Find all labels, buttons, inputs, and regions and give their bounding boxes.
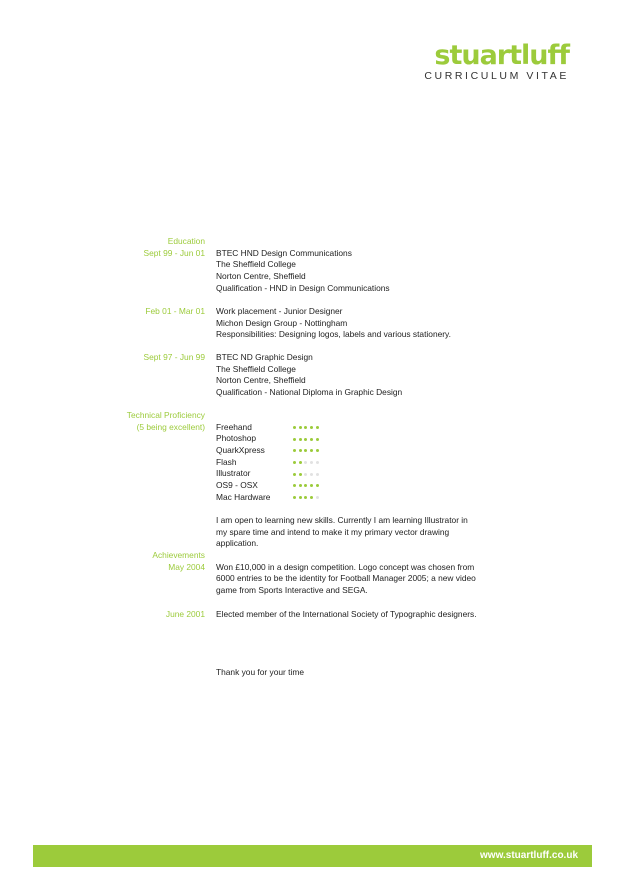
entry-date: May 2004: [168, 561, 205, 572]
skill-rating: [293, 480, 319, 492]
rating-dot-filled: [304, 449, 307, 452]
achievement-text: Elected member of the International Society of Typographic designers.: [216, 609, 477, 619]
rating-dot-filled: [293, 461, 296, 464]
section-heading-technical: Technical Proficiency: [126, 410, 205, 420]
rating-dot-filled: [293, 438, 296, 441]
skill-row: [216, 445, 486, 457]
education-entry-details: [216, 352, 486, 399]
rating-dot-filled: [310, 484, 313, 487]
skill-rating: [293, 457, 319, 469]
rating-dot-empty: [304, 461, 307, 464]
rating-dot-filled: [310, 438, 313, 441]
rating-dot-filled: [293, 473, 296, 476]
education-entry-details: [216, 306, 486, 341]
entry-date: June 2001: [165, 609, 205, 619]
entry-line: The Sheffield College: [216, 259, 296, 270]
rating-dot-filled: [304, 484, 307, 487]
footer-bar: [33, 845, 592, 867]
entry-line: BTEC ND Graphic Design: [216, 352, 313, 362]
header-brand: [424, 42, 569, 82]
achievement-entry: [216, 609, 486, 621]
rating-dot-filled: [310, 449, 313, 452]
skill-name: Flash: [216, 456, 237, 467]
rating-dot-filled: [316, 449, 319, 452]
rating-dot-filled: [299, 426, 302, 429]
rating-dot-filled: [293, 496, 296, 499]
skill-name: Freehand: [216, 421, 252, 432]
achievement-entry: [216, 562, 476, 597]
skills-list: [216, 422, 486, 504]
section-heading-achievements: Achievements: [152, 550, 205, 560]
skill-name: Illustrator: [216, 468, 251, 479]
paragraph: I am open to learning new skills. Currently I am learning Illustrator in my spare time and intend to make it my primary vector drawing application.: [216, 515, 468, 549]
skill-row: [216, 422, 486, 434]
rating-dot-empty: [304, 473, 307, 476]
rating-dot-filled: [316, 426, 319, 429]
rating-dot-filled: [299, 438, 302, 441]
rating-dot-empty: [310, 473, 313, 476]
rating-dot-filled: [299, 449, 302, 452]
closing-text: Thank you for your time: [216, 667, 304, 677]
skill-name: Photoshop: [216, 433, 257, 444]
rating-dot-filled: [310, 496, 313, 499]
section-heading-education: Education: [167, 236, 205, 246]
entry-line: BTEC HND Design Communications: [216, 247, 352, 258]
skill-row: [216, 468, 486, 480]
skill-rating: [293, 433, 319, 445]
skill-rating: [293, 468, 319, 480]
achievement-text: Won £10,000 in a design competition. Logo concept was chosen from 6000 entries to be the identity for Football Manager 2005; a new video game from Sports Interactive and SEGA.: [216, 561, 476, 596]
entry-line: Michon Design Group - Nottingham: [216, 317, 348, 328]
entry-line: The Sheffield College: [216, 363, 296, 374]
rating-dot-empty: [316, 473, 319, 476]
entry-date: Feb 01 - Mar 01: [145, 306, 205, 316]
entry-line: Qualification - National Diploma in Graphic Design: [216, 387, 403, 398]
rating-dot-empty: [310, 461, 313, 464]
rating-dot-filled: [299, 496, 302, 499]
entry-date: Sept 97 - Jun 99: [143, 352, 205, 362]
rating-dot-filled: [316, 484, 319, 487]
skill-row: [216, 457, 486, 469]
brand-logo: stuartluff: [434, 40, 569, 71]
rating-dot-filled: [299, 484, 302, 487]
skill-rating: [293, 492, 319, 504]
skill-row: [216, 480, 486, 492]
website-link[interactable]: www.stuartluff.co.uk: [480, 850, 578, 861]
rating-dot-filled: [293, 449, 296, 452]
closing-line: [216, 667, 486, 679]
entry-date: Sept 99 - Jun 01: [143, 247, 205, 258]
skill-rating: [293, 445, 319, 457]
rating-dot-filled: [304, 496, 307, 499]
entry-line: Qualification - HND in Design Communications: [216, 282, 390, 293]
document-title: CURRICULUM VITAE: [424, 70, 569, 82]
rating-dot-filled: [304, 438, 307, 441]
education-entry-details: [216, 248, 486, 295]
skill-name: OS9 - OSX: [216, 480, 258, 491]
rating-dot-empty: [316, 461, 319, 464]
rating-scale-note: (5 being excellent): [136, 421, 205, 432]
skill-rating: [293, 422, 319, 434]
entry-line: Norton Centre, Sheffield: [216, 375, 306, 386]
entry-line: Responsibilities: Designing logos, labels and various stationery.: [216, 329, 451, 340]
rating-dot-filled: [293, 426, 296, 429]
skill-name: QuarkXpress: [216, 445, 265, 456]
skill-row: [216, 492, 486, 504]
rating-dot-filled: [299, 461, 302, 464]
rating-dot-filled: [299, 473, 302, 476]
entry-line: Work placement - Junior Designer: [216, 306, 343, 316]
learning-note-text: [216, 515, 478, 550]
rating-dot-filled: [293, 484, 296, 487]
entry-line: Norton Centre, Sheffield: [216, 271, 306, 282]
rating-dot-empty: [316, 496, 319, 499]
skill-name: Mac Hardware: [216, 491, 271, 502]
rating-dot-filled: [316, 438, 319, 441]
skill-row: [216, 433, 486, 445]
rating-dot-filled: [304, 426, 307, 429]
rating-dot-filled: [310, 426, 313, 429]
